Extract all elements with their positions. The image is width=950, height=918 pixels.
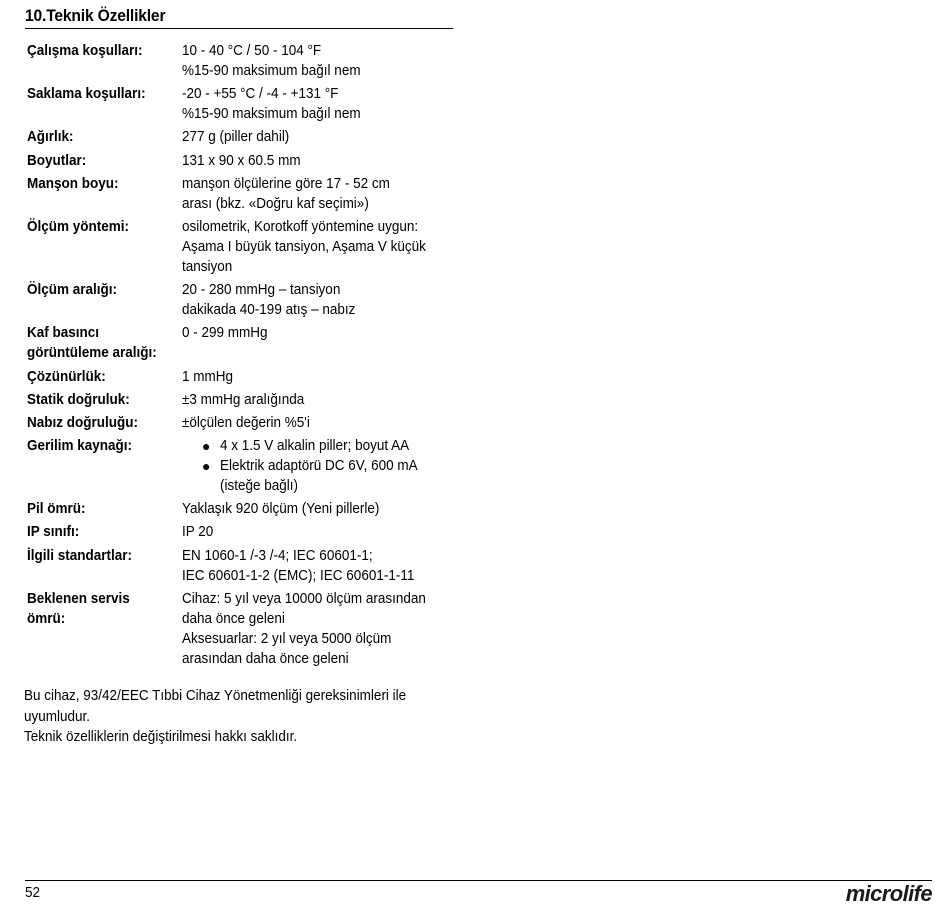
spec-row	[27, 390, 457, 413]
spec-label	[27, 84, 182, 127]
compliance-note	[24, 686, 464, 748]
spec-value-line: 277 g (piller dahil)	[182, 128, 290, 146]
spec-row	[27, 367, 457, 390]
spec-value-line: 0 - 299 mmHg	[182, 324, 268, 342]
spec-value-line: arası (bkz. «Doğru kaf seçimi»)	[182, 194, 369, 212]
spec-label	[27, 280, 182, 323]
spec-label	[27, 589, 182, 672]
spec-label	[27, 499, 182, 522]
spec-label-line: Gerilim kaynağı:	[27, 437, 133, 455]
spec-value-line: Aşama I büyük tansiyon, Aşama V küçük	[182, 237, 426, 255]
spec-value-line: ±3 mmHg aralığında	[182, 390, 305, 408]
bullet-dot-icon: ●	[202, 458, 211, 475]
power-source-list	[182, 436, 457, 496]
spec-label	[27, 436, 182, 499]
spec-table-body	[27, 41, 457, 672]
spec-value-line: manşon ölçülerine göre 17 - 52 cm	[182, 174, 390, 192]
spec-label	[27, 522, 182, 545]
footnote-line: Bu cihaz, 93/42/EEC Tıbbi Cihaz Yönetmenliği gereksinimleri ile	[24, 687, 407, 704]
spec-row	[27, 589, 457, 672]
spec-row	[27, 413, 457, 436]
spec-value-line: arasından daha önce geleni	[182, 649, 349, 667]
spec-label-line: Ağırlık:	[27, 128, 74, 146]
spec-value-line: 131 x 90 x 60.5 mm	[182, 151, 301, 169]
page-number: 52	[25, 884, 41, 901]
spec-row	[27, 522, 457, 545]
spec-label	[27, 390, 182, 413]
spec-value	[182, 522, 457, 545]
spec-value	[182, 413, 457, 436]
spec-label-line: Manşon boyu:	[27, 174, 119, 192]
spec-value-line: osilometrik, Korotkoff yöntemine uygun:	[182, 217, 419, 235]
spec-label-line: İlgili standartlar:	[27, 546, 133, 564]
spec-label	[27, 217, 182, 280]
spec-row	[27, 174, 457, 217]
footnote-line: Teknik özelliklerin değiştirilmesi hakkı saklıdır.	[24, 728, 298, 745]
spec-row	[27, 323, 457, 366]
spec-value-line: dakikada 40-199 atış – nabız	[182, 301, 356, 319]
spec-label-line: Boyutlar:	[27, 151, 87, 169]
spec-value-line: Aksesuarlar: 2 yıl veya 5000 ölçüm	[182, 629, 392, 647]
spec-value-line: Yaklaşık 920 ölçüm (Yeni pillerle)	[182, 500, 380, 518]
spec-label	[27, 174, 182, 217]
spec-value-line: 20 - 280 mmHg – tansiyon	[182, 281, 341, 299]
spec-value-line: IP 20	[182, 523, 214, 541]
spec-label-line: IP sınıfı:	[27, 523, 80, 541]
spec-table	[27, 41, 457, 672]
spec-value	[182, 323, 457, 366]
spec-label	[27, 41, 182, 84]
spec-row	[27, 41, 457, 84]
spec-value-line: %15-90 maksimum bağıl nem	[182, 105, 361, 123]
spec-row	[27, 151, 457, 174]
spec-value-line: Cihaz: 5 yıl veya 10000 ölçüm arasından	[182, 589, 426, 607]
spec-value-line: %15-90 maksimum bağıl nem	[182, 62, 361, 79]
spec-row	[27, 217, 457, 280]
spec-label	[27, 367, 182, 390]
bullet-text-line: 4 x 1.5 V alkalin piller; boyut AA	[220, 437, 410, 455]
footer-divider	[25, 880, 932, 881]
spec-value	[182, 390, 457, 413]
spec-value	[182, 436, 457, 499]
spec-label	[27, 546, 182, 589]
spec-value	[182, 546, 457, 589]
spec-value	[182, 151, 457, 174]
bullet-item	[182, 436, 457, 456]
spec-label-line: görüntüleme aralığı:	[27, 344, 157, 362]
spec-row	[27, 280, 457, 323]
spec-label-line: ömrü:	[27, 609, 66, 627]
bullet-dot-icon: ●	[202, 438, 211, 455]
spec-row	[27, 127, 457, 150]
spec-label-line: Kaf basıncı	[27, 324, 100, 342]
spec-value	[182, 127, 457, 150]
spec-value	[182, 84, 457, 127]
spec-value-line: IEC 60601-1-2 (EMC); IEC 60601-1-11	[182, 566, 415, 584]
spec-value	[182, 499, 457, 522]
spec-label	[27, 323, 182, 366]
spec-label-line: Çözünürlük:	[27, 367, 106, 385]
spec-label-line: Ölçüm yöntemi:	[27, 217, 130, 235]
spec-label-line: Saklama koşulları:	[27, 85, 146, 103]
spec-value	[182, 174, 457, 217]
spec-value-line: tansiyon	[182, 257, 233, 275]
spec-value	[182, 217, 457, 280]
spec-label-line: Beklenen servis	[27, 589, 130, 607]
bullet-item	[182, 456, 457, 496]
spec-label	[27, 413, 182, 436]
spec-value-line: 1 mmHg	[182, 367, 234, 385]
spec-row	[27, 546, 457, 589]
spec-label-line: Ölçüm aralığı:	[27, 281, 118, 299]
spec-label-line: Nabız doğruluğu:	[27, 413, 138, 431]
spec-value-line: -20 - +55 °C / -4 - +131 °F	[182, 85, 339, 103]
spec-value-line: 10 - 40 °C / 50 - 104 °F	[182, 42, 322, 59]
spec-label-line: Statik doğruluk:	[27, 390, 130, 408]
spec-value	[182, 41, 457, 84]
spec-label	[27, 151, 182, 174]
spec-value-line: EN 1060-1 /-3 /-4; IEC 60601-1;	[182, 546, 373, 564]
section-title: 10.Teknik Özellikler	[25, 6, 166, 25]
section-header	[25, 6, 453, 29]
spec-value-line: ±ölçülen değerin %5'i	[182, 413, 310, 431]
spec-value-line: daha önce geleni	[182, 609, 285, 627]
spec-row	[27, 499, 457, 522]
footnote-line: uyumludur.	[24, 707, 91, 725]
spec-row	[27, 436, 457, 499]
spec-label	[27, 127, 182, 150]
bullet-text-line: (isteğe bağlı)	[220, 477, 299, 495]
spec-label-line: Çalışma koşulları:	[27, 42, 143, 59]
spec-value	[182, 589, 457, 672]
bullet-text-line: Elektrik adaptörü DC 6V, 600 mA	[220, 457, 418, 475]
microlife-logo: microlife	[845, 881, 932, 906]
spec-value	[182, 367, 457, 390]
spec-value	[182, 280, 457, 323]
spec-label-line: Pil ömrü:	[27, 500, 86, 518]
spec-row	[27, 84, 457, 127]
